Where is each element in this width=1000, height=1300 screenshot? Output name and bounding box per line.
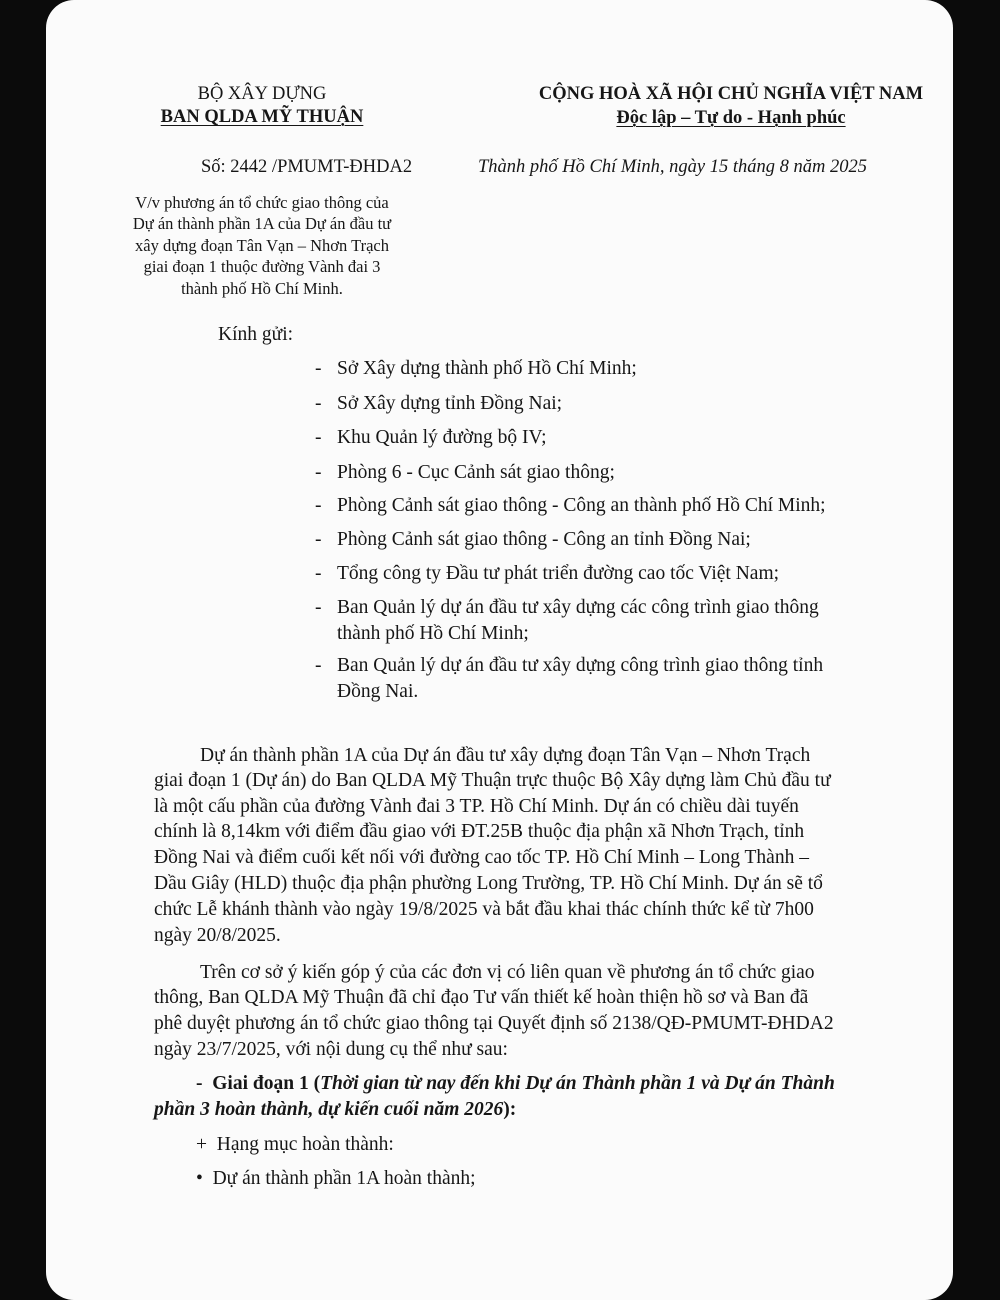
paragraph-line: ngày 20/8/2025.	[154, 925, 281, 946]
document-number: Số: 2442 /PMUMT-ĐHDA2	[201, 157, 413, 177]
subject-line: giai đoạn 1 thuộc đường Vành đai 3	[143, 257, 381, 276]
subject-line: Dự án thành phần 1A của Dự án đầu tư	[132, 214, 392, 233]
paragraph-line: phê duyệt phương án tổ chức giao thông tại Quyết định số 2138/QĐ-PMUMT-ĐHDA2	[154, 1013, 834, 1034]
paragraph-line: Dầu Giây (HLD) thuộc địa phận phường Long Trường, TP. Hồ Chí Minh. Dự án sẽ tổ	[154, 873, 823, 894]
paragraph-line: là một cấu phần của đường Vành đai 3 TP. Hồ Chí Minh. Dự án có chiều dài tuyến	[154, 796, 799, 817]
country-name: CỘNG HOÀ XÃ HỘI CHỦ NGHĨA VIỆT NAM	[538, 84, 924, 104]
paragraph-line: thông, Ban QLDA Mỹ Thuận đã chỉ đạo Tư vấn thiết kế hoàn thiện hồ sơ và Ban đã	[154, 987, 809, 1008]
phase-heading: - Giai đoạn 1 (Thời gian từ nay đến khi Dự án Thành phần 1 và Dự án Thành	[196, 1073, 835, 1094]
subject-line: thành phố Hồ Chí Minh.	[181, 279, 343, 298]
recipient-item-continuation: Đồng Nai.	[337, 681, 419, 702]
subject-line: xây dựng đoạn Tân Vạn – Nhơn Trạch	[135, 236, 389, 255]
salutation: Kính gửi:	[218, 324, 294, 345]
paragraph-line: giai đoạn 1 (Dự án) do Ban QLDA Mỹ Thuận trực thuộc Bộ Xây dựng làm Chủ đầu tư	[154, 770, 831, 791]
place-date: Thành phố Hồ Chí Minh, ngày 15 tháng 8 năm 2025	[478, 157, 868, 177]
paragraph-line: Dự án thành phần 1A của Dự án đầu tư xây dựng đoạn Tân Vạn – Nhơn Trạch	[200, 745, 811, 766]
ministry-name: BỘ XÂY DỰNG	[197, 84, 327, 104]
list-item-bullet: • Dự án thành phần 1A hoàn thành;	[196, 1168, 476, 1189]
phase-heading-continuation: phần 3 hoàn thành, dự kiến cuối năm 2026):	[154, 1099, 517, 1120]
board-name: BAN QLDA MỸ THUẬN	[160, 107, 364, 127]
national-motto: Độc lập – Tự do - Hạnh phúc	[616, 108, 846, 128]
document-page: BỘ XÂY DỰNG BAN QLDA MỸ THUẬN CỘNG HOÀ XÃ HỘI CHỦ NGHĨA VIỆT NAM Độc lập – Tự do - Hạnh phúc Số: 2442 /PMUMT-ĐHDA2 Thành phố Hồ Chí Minh, ngày 15 tháng 8 năm 2025 V/v phương án tổ chức giao thông của Dự án thành phần 1A của Dự án đầu tư xây dựng đoạn Tân Vạn – Nhơn Trạch giai đoạn 1 thuộc đường Vành đai 3 thành phố Hồ Chí Minh. Kính gửi: - Sở Xây dựng thành phố Hồ Chí Minh; - Sở Xây dựng tỉnh Đồng Nai; - Khu Quản lý đường bộ IV; - Phòng 6 - Cục Cảnh sát giao thông; - Phòng Cảnh sát giao thông - Công an thành phố Hồ Chí Minh; - Phòng Cảnh sát giao thông - Công an tỉnh Đồng Nai; - Tổng công ty Đầu tư phát triển đường cao tốc Việt Nam; - Ban Quản lý dự án đầu tư xây dựng các công trình giao thông thành phố Hồ Chí Minh; - Ban Quản lý dự án đầu tư xây dựng công trình giao thông tỉnh Đồng Nai. Dự án thành phần 1A của Dự án đầu tư xây dựng đoạn Tân Vạn – Nhơn Trạch giai đoạn 1 (Dự án) do Ban QLDA Mỹ Thuận trực thuộc Bộ Xây dựng làm Chủ đầu tư là một cấu phần của đường Vành đai 3 TP. Hồ Chí Minh. Dự án có chiều dài tuyến chính là 8,14km với điểm đầu giao với ĐT.25B thuộc địa phận xã Nhơn Trạch, tỉnh Đồng Nai và điểm cuối kết nối với đường cao tốc TP. Hồ Chí Minh – Long Thành – Dầu Giây (HLD) thuộc địa phận phường Long Trường, TP. Hồ Chí Minh. Dự án sẽ tổ chức Lễ khánh thành vào ngày 19/8/2025 và bắt đầu khai thác chính thức kể từ 7h00 ngày 20/8/2025. Trên cơ sở ý kiến góp ý của các đơn vị có liên quan về phương án tổ chức giao thông, Ban QLDA Mỹ Thuận đã chỉ đạo Tư vấn thiết kế hoàn thiện hồ sơ và Ban đã phê duyệt phương án tổ chức giao thông tại Quyết định số 2138/QĐ-PMUMT-ĐHDA2 ngày 23/7/2025, với nội dung cụ thể như sau: - Giai đoạn 1 (Thời gian từ nay đến khi Dự án Thành phần 1 và Dự án Thành phần 3 hoàn thành, dự kiến cuối năm 2026): + Hạng mục hoàn thành: • Dự án thành phần 1A hoàn thành;	[46, 0, 953, 1300]
paragraph-line: Đồng Nai và điểm cuối kết nối với đường cao tốc TP. Hồ Chí Minh – Long Thành –	[154, 847, 809, 868]
recipient-item-continuation: thành phố Hồ Chí Minh;	[337, 623, 529, 644]
paragraph-line: ngày 23/7/2025, với nội dung cụ thể như sau:	[154, 1039, 508, 1060]
subject-line: V/v phương án tổ chức giao thông của	[135, 193, 389, 212]
paragraph-line: chính là 8,14km với điểm đầu giao với ĐT.25B thuộc địa phận xã Nhơn Trạch, tỉnh	[154, 821, 805, 842]
list-item-plus: + Hạng mục hoàn thành:	[196, 1134, 394, 1155]
paragraph-line: chức Lễ khánh thành vào ngày 19/8/2025 và bắt đầu khai thác chính thức kể từ 7h00	[154, 899, 814, 920]
paragraph-line: Trên cơ sở ý kiến góp ý của các đơn vị có liên quan về phương án tổ chức giao	[200, 962, 815, 983]
